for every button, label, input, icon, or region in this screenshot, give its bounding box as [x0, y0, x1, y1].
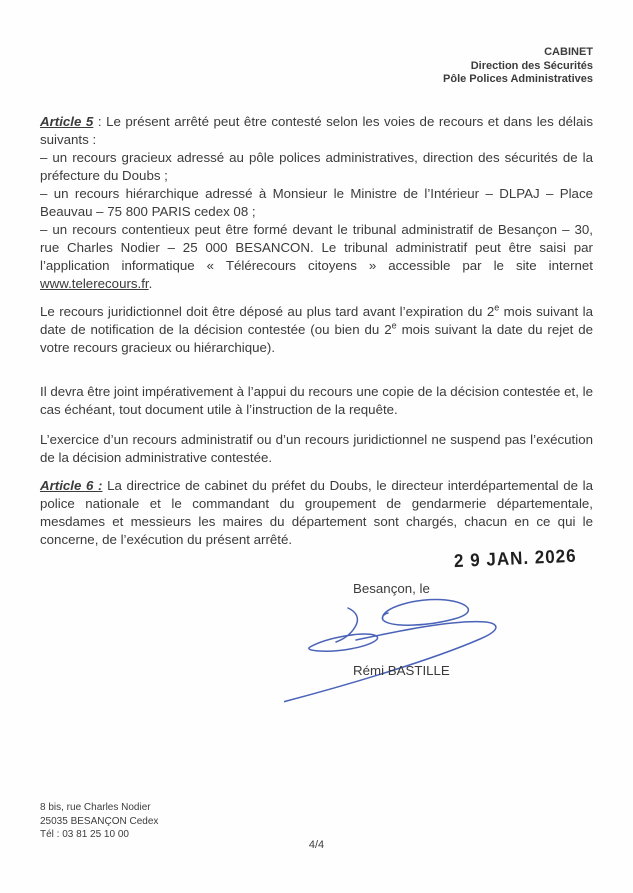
signature-scribble	[284, 589, 512, 707]
footer-address	[40, 801, 158, 842]
date-stamp: 2 9 JAN. 2026	[453, 545, 578, 571]
article5-intro-text: Le présent arrêté peut être contesté selon les voies de recours et dans les délais suivants :	[40, 113, 593, 147]
paragraph-piece-jointe: Il devra être joint impérativement à l’appui du recours une copie de la décision contestée et, le cas échéant, tout document utile à l’instruction de la requête.	[40, 383, 593, 417]
page-number: 4/4	[308, 839, 325, 851]
paragraph-recours-juridictionnel	[40, 303, 593, 357]
article5-item-contentieux	[40, 221, 593, 293]
article5-item-hierarchique: – un recours hiérarchique adressé à Monsieur le Ministre de l’Intérieur – DLPAJ – Place Beauvau – 75 800 PARIS cedex 08 ;	[40, 185, 593, 219]
footer-street: 8 bis, rue Charles Nodier	[40, 802, 151, 813]
article5-label: Article 5	[40, 113, 94, 129]
telerecours-link[interactable]: www.telerecours.fr	[40, 275, 149, 291]
letterhead-direction: Direction des Sécurités	[470, 59, 593, 72]
article5-intro	[40, 113, 593, 149]
signer-name: Rémi BASTILLE	[353, 662, 450, 678]
recours-text-3: mois suivant la date du rejet de votre recours gracieux ou hiérarchique).	[40, 321, 593, 355]
place-and-date-line: Besançon, le	[353, 580, 430, 596]
letterhead-cabinet: CABINET	[544, 46, 593, 58]
footer-phone: Tél : 03 81 25 10 00	[40, 829, 129, 840]
article5-separator: :	[93, 113, 107, 129]
article5-item-contentieux-end: .	[148, 275, 153, 291]
article6-text: La directrice de cabinet du préfet du Doubs, le directeur interdépartemental de la police nationale et le commandant du groupement de gendarmerie départementale, mesdames et messieurs les maires du département sont chargés, chacun en ce qui le concerne, de l’exécution du présent arrêté.	[40, 477, 593, 547]
footer-city: 25035 BESANÇON Cedex	[40, 815, 159, 827]
recours-text-1: Le recours juridictionnel doit être déposé au plus tard avant l’expiration du 2	[40, 303, 495, 319]
letterhead-pole: Pôle Polices Administratives	[443, 73, 593, 85]
letterhead	[40, 46, 593, 87]
article6-label: Article 6 :	[40, 477, 103, 493]
article6-paragraph	[40, 477, 593, 549]
recours-sup-1: e	[494, 302, 500, 313]
article5-item-gracieux: – un recours gracieux adressé au pôle polices administratives, direction des sécurités de la préfecture du Doubs ;	[40, 149, 593, 183]
recours-sup-2: e	[391, 320, 397, 331]
recours-text-2: mois suivant la date de notification de la décision contestée (ou bien du 2	[40, 303, 593, 337]
signature-block	[40, 545, 593, 789]
article5-item-contentieux-text: – un recours contentieux peut être formé devant le tribunal administratif de Besançon – 30, rue Charles Nodier – 25 000 BESANCON. Le tribunal administratif peut être saisi par l’application informatique « Télérecours citoyens » accessible par le site internet	[40, 221, 593, 273]
paragraph-non-suspensif: L’exercice d’un recours administratif ou d’un recours juridictionnel ne suspend pas l’exécution de la décision administrative contestée.	[40, 431, 593, 465]
